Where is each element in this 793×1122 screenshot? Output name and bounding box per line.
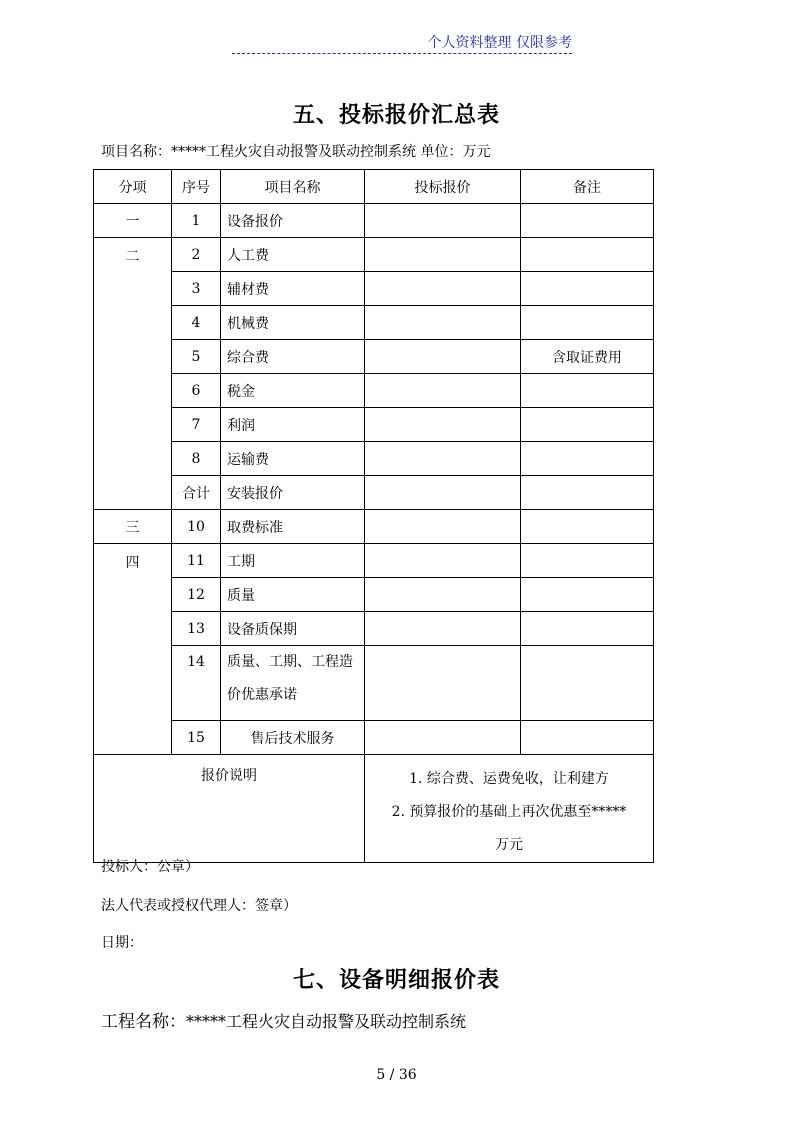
row-remark bbox=[521, 204, 654, 238]
group-label: 二 bbox=[94, 238, 172, 510]
row-name: 设备报价 bbox=[221, 204, 365, 238]
page-number: 5 / 36 bbox=[376, 1067, 417, 1083]
row-no: 6 bbox=[172, 374, 221, 408]
row-remark bbox=[521, 408, 654, 442]
table-row bbox=[94, 646, 654, 721]
group-label: 三 bbox=[94, 510, 172, 544]
project-line: 项目名称：*****工程火灾自动报警及联动控制系统 单位：万元 bbox=[101, 144, 491, 160]
row-name: 售后技术服务 bbox=[221, 721, 365, 755]
col-header-no: 序号 bbox=[172, 170, 221, 204]
row-bid bbox=[365, 408, 521, 442]
row-name: 质量 bbox=[221, 578, 365, 612]
row-remark: 含取证费用 bbox=[521, 340, 654, 374]
row-remark bbox=[521, 476, 654, 510]
row-no: 12 bbox=[172, 578, 221, 612]
table-row bbox=[94, 476, 654, 510]
row-name: 运输费 bbox=[221, 442, 365, 476]
row-remark bbox=[521, 721, 654, 755]
note-line-3: 万元 bbox=[495, 837, 523, 853]
table-row bbox=[94, 408, 654, 442]
detail-project-line bbox=[101, 1007, 466, 1032]
row-no: 10 bbox=[172, 510, 221, 544]
table-row bbox=[94, 544, 654, 578]
note-line-1: 1. 综合费、运费免收，让利建方 bbox=[409, 771, 609, 787]
header-text: 个人资料整理 仅限参考 bbox=[427, 35, 572, 51]
row-bid bbox=[365, 510, 521, 544]
row-remark bbox=[521, 374, 654, 408]
row-no: 13 bbox=[172, 612, 221, 646]
col-header-remark: 备注 bbox=[521, 170, 654, 204]
table-row bbox=[94, 612, 654, 646]
group-label: 一 bbox=[94, 204, 172, 238]
row-remark bbox=[521, 442, 654, 476]
row-remark bbox=[521, 510, 654, 544]
row-no: 15 bbox=[172, 721, 221, 755]
row-name: 安装报价 bbox=[221, 476, 365, 510]
table-row bbox=[94, 442, 654, 476]
row-name: 质量、工期、工程造价优惠承诺 bbox=[221, 646, 365, 721]
note-row bbox=[94, 755, 654, 863]
detail-title: 七、设备明细报价表 bbox=[292, 967, 500, 993]
legal-rep-line: 法人代表或授权代理人：签章） bbox=[101, 898, 297, 914]
row-name: 设备质保期 bbox=[221, 612, 365, 646]
table-row bbox=[94, 578, 654, 612]
row-remark bbox=[521, 238, 654, 272]
row-bid bbox=[365, 476, 521, 510]
row-bid bbox=[365, 374, 521, 408]
note-line-2: 2. 预算报价的基础上再次优惠至***** bbox=[391, 804, 627, 820]
row-name: 机械费 bbox=[221, 306, 365, 340]
table-row bbox=[94, 510, 654, 544]
table-row bbox=[94, 238, 654, 272]
table-row bbox=[94, 306, 654, 340]
row-bid bbox=[365, 612, 521, 646]
row-bid bbox=[365, 272, 521, 306]
row-bid bbox=[365, 340, 521, 374]
row-remark bbox=[521, 612, 654, 646]
page-header bbox=[232, 33, 572, 54]
row-bid bbox=[365, 306, 521, 340]
row-no: 3 bbox=[172, 272, 221, 306]
row-bid bbox=[365, 442, 521, 476]
project-label: 工程名称： bbox=[101, 1012, 186, 1032]
row-name: 综合费 bbox=[221, 340, 365, 374]
row-name: 税金 bbox=[221, 374, 365, 408]
row-name: 利润 bbox=[221, 408, 365, 442]
row-bid bbox=[365, 204, 521, 238]
date-line: 日期： bbox=[101, 935, 143, 951]
table-row bbox=[94, 340, 654, 374]
row-name: 取费标准 bbox=[221, 510, 365, 544]
row-name: 人工费 bbox=[221, 238, 365, 272]
row-remark bbox=[521, 272, 654, 306]
col-header-bid: 投标报价 bbox=[365, 170, 521, 204]
bid-summary-table bbox=[93, 169, 654, 863]
row-no: 5 bbox=[172, 340, 221, 374]
row-remark bbox=[521, 646, 654, 721]
row-no: 7 bbox=[172, 408, 221, 442]
note-label: 报价说明 bbox=[94, 755, 365, 863]
row-name: 工期 bbox=[221, 544, 365, 578]
row-no: 1 bbox=[172, 204, 221, 238]
table-row bbox=[94, 721, 654, 755]
row-bid bbox=[365, 544, 521, 578]
project-value: *****工程火灾自动报警及联动控制系统 bbox=[186, 1012, 467, 1031]
row-name: 辅材费 bbox=[221, 272, 365, 306]
row-no: 14 bbox=[172, 646, 221, 721]
row-bid bbox=[365, 578, 521, 612]
table-row bbox=[94, 272, 654, 306]
table-header-row bbox=[94, 170, 654, 204]
col-header-category: 分项 bbox=[94, 170, 172, 204]
row-no: 4 bbox=[172, 306, 221, 340]
row-remark bbox=[521, 544, 654, 578]
row-no: 8 bbox=[172, 442, 221, 476]
row-bid bbox=[365, 721, 521, 755]
summary-title: 五、投标报价汇总表 bbox=[292, 102, 500, 128]
col-header-item: 项目名称 bbox=[221, 170, 365, 204]
row-bid bbox=[365, 238, 521, 272]
row-remark bbox=[521, 578, 654, 612]
table-row bbox=[94, 204, 654, 238]
row-no: 2 bbox=[172, 238, 221, 272]
note-content bbox=[365, 755, 654, 863]
table-row bbox=[94, 374, 654, 408]
row-bid bbox=[365, 646, 521, 721]
group-label: 四 bbox=[94, 544, 172, 755]
bidder-line: 投标人：公章） bbox=[101, 859, 199, 875]
row-no: 11 bbox=[172, 544, 221, 578]
row-remark bbox=[521, 306, 654, 340]
row-no: 合计 bbox=[172, 476, 221, 510]
